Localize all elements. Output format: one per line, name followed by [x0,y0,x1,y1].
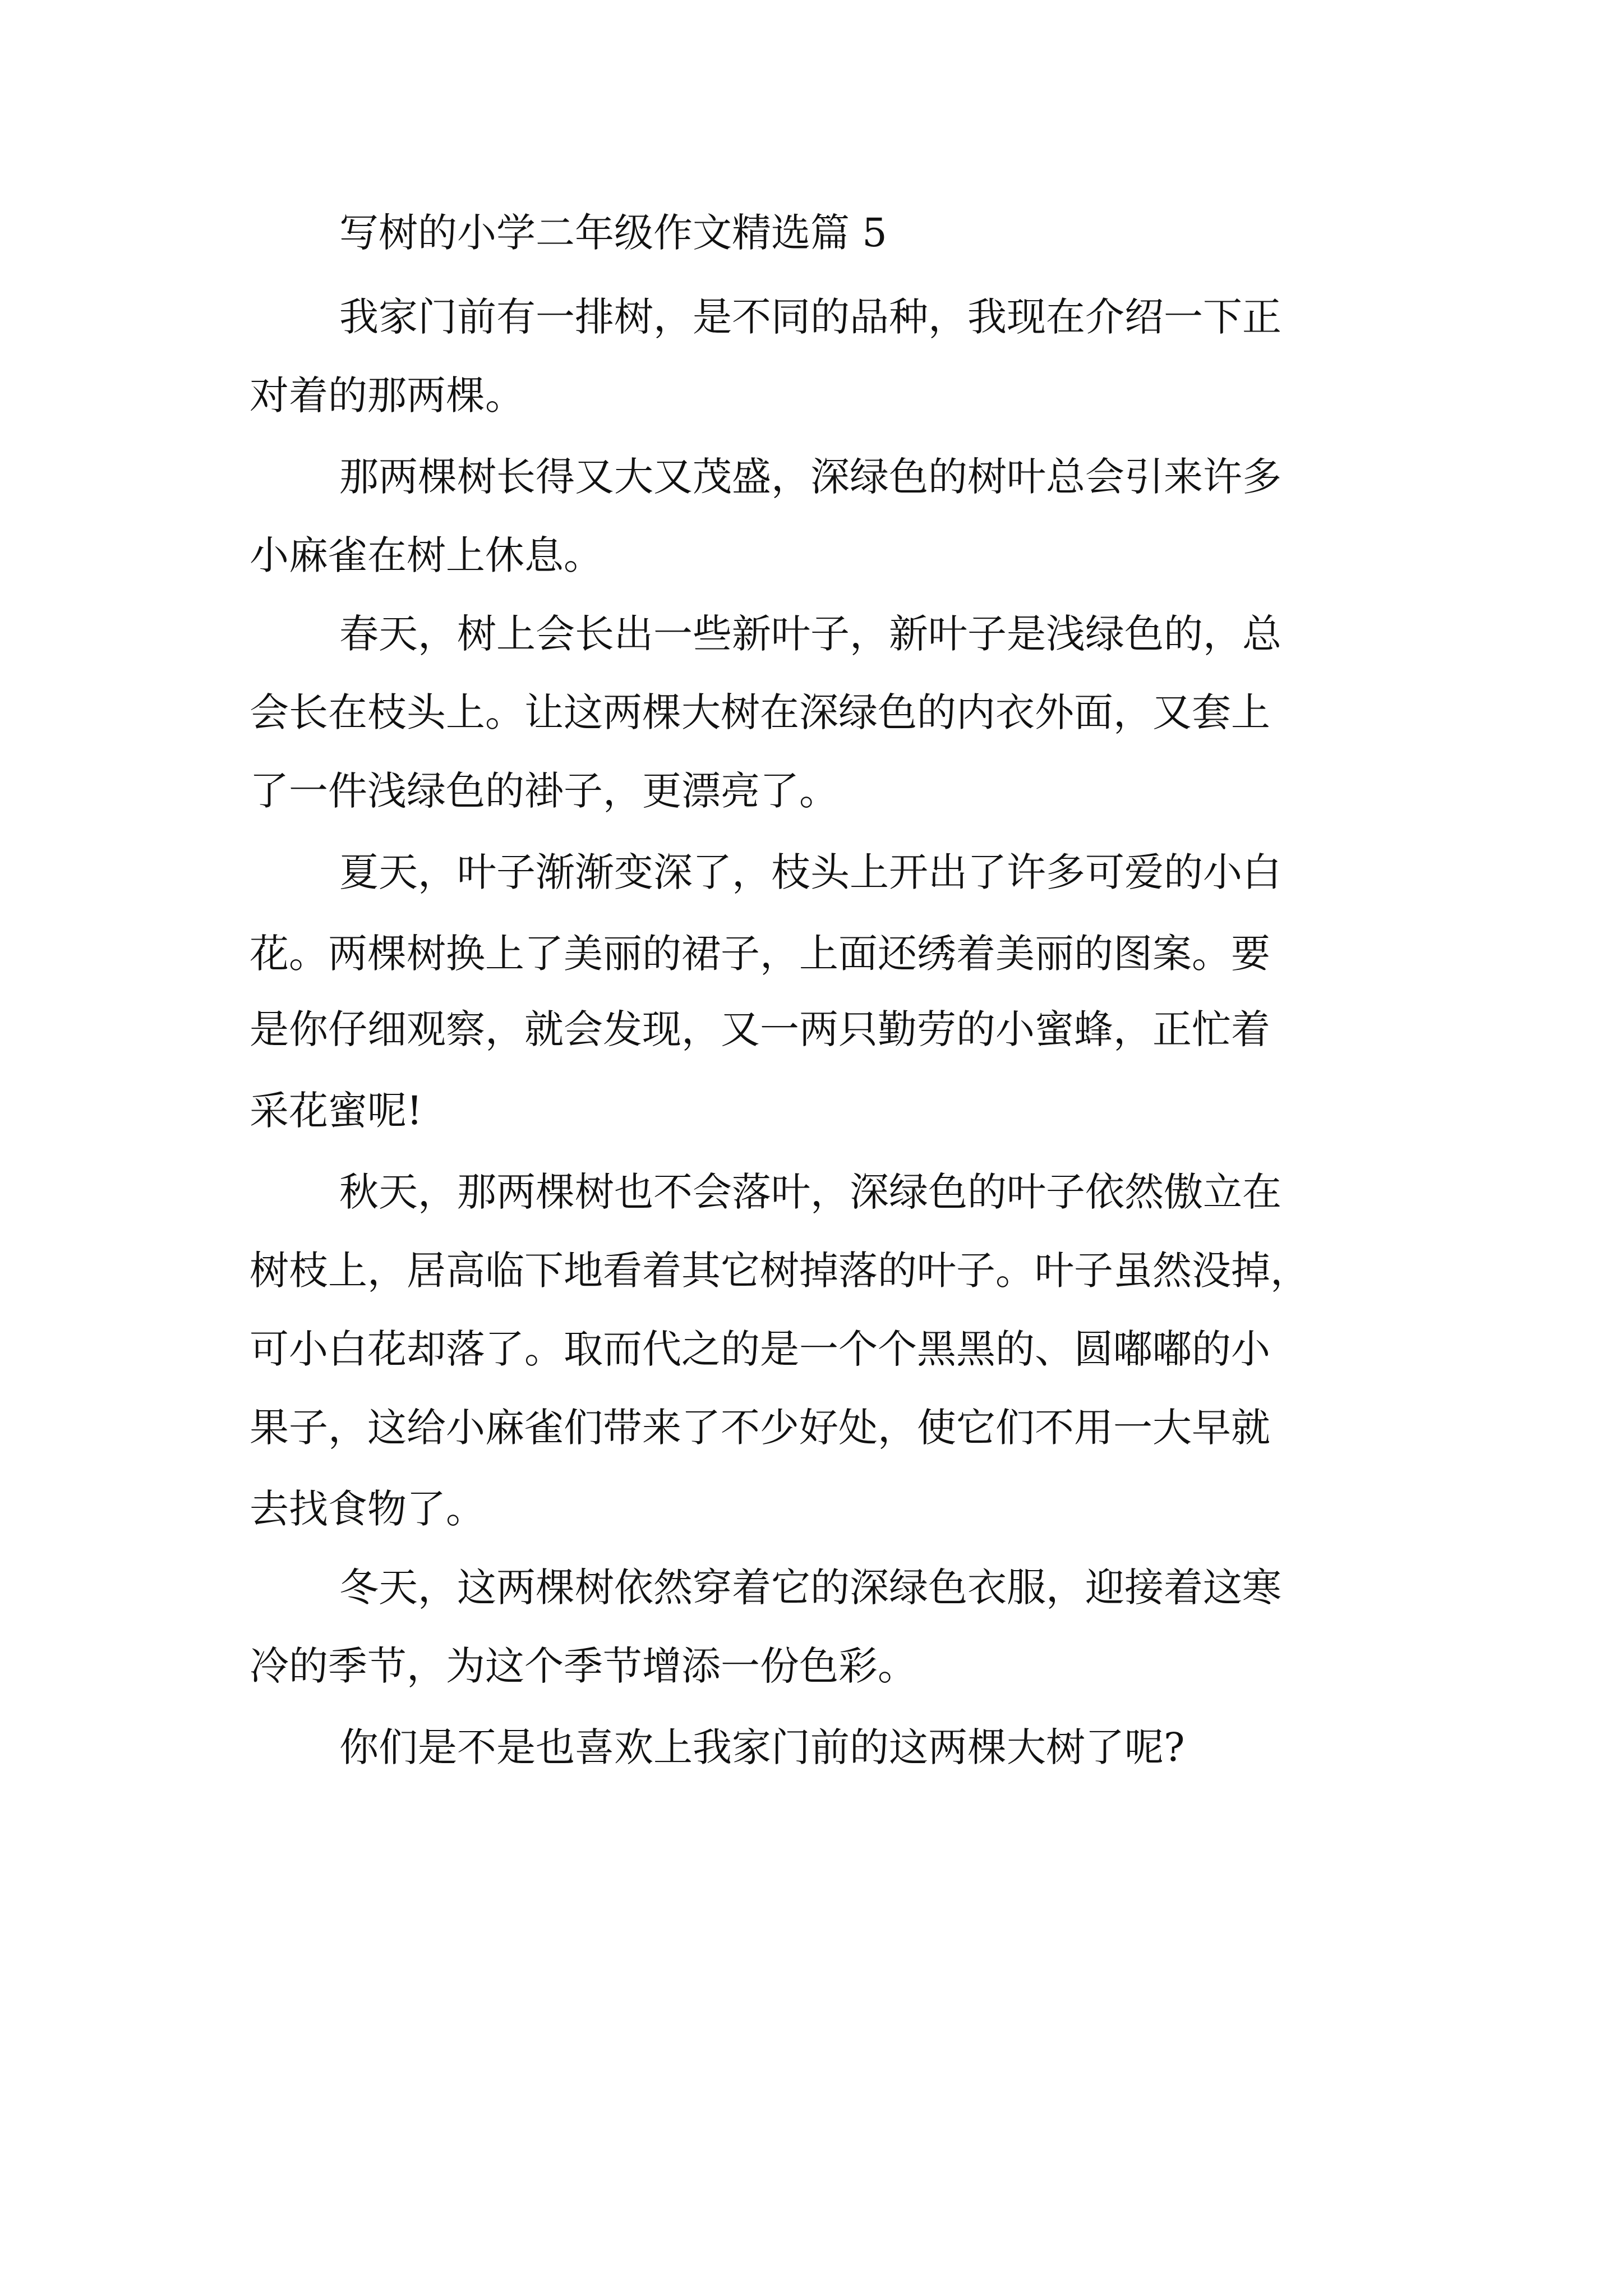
paragraph-line: 秋天，那两棵树也不会落叶，深绿色的叶子依然傲立在 [339,1169,1281,1215]
paragraph-line: 冷的季节，为这个季节增添一份色彩。 [250,1643,917,1689]
paragraph-line: 对着的那两棵。 [250,372,524,418]
document-title: 写树的小学二年级作文精选篇 5 [339,210,887,256]
paragraph-line: 树枝上，居高临下地看着其它树掉落的叶子。叶子虽然没掉， [250,1248,1310,1294]
paragraph-line: 小麻雀在树上休息。 [250,532,603,578]
paragraph-line: 花。两棵树换上了美丽的裙子，上面还绣着美丽的图案。要 [250,931,1270,977]
paragraph-line: 我家门前有一排树，是不同的品种，我现在介绍一下正 [339,294,1281,340]
paragraph-line: 你们是不是也喜欢上我家门前的这两棵大树了呢? [339,1724,1185,1770]
paragraph-line: 果子，这给小麻雀们带来了不少好处，使它们不用一大早就 [250,1405,1270,1451]
paragraph-line: 可小白花却落了。取而代之的是一个个黑黑的、圆嘟嘟的小 [250,1326,1270,1372]
paragraph-line: 冬天，这两棵树依然穿着它的深绿色衣服，迎接着这寒 [339,1565,1281,1611]
paragraph-line: 会长在枝头上。让这两棵大树在深绿色的内衣外面，又套上 [250,689,1270,735]
paragraph-line: 那两棵树长得又大又茂盛，深绿色的树叶总会引来许多 [339,454,1281,500]
paragraph-line: 去找食物了。 [250,1486,485,1532]
paragraph-line: 春天，树上会长出一些新叶子，新叶子是浅绿色的，总 [339,611,1281,657]
paragraph-line: 采花蜜呢! [250,1088,423,1134]
paragraph-line: 了一件浅绿色的褂子，更漂亮了。 [250,768,838,814]
paragraph-line: 夏天，叶子渐渐变深了，枝头上开出了许多可爱的小白 [339,849,1281,895]
paragraph-line: 是你仔细观察，就会发现，又一两只勤劳的小蜜蜂，正忙着 [250,1006,1270,1052]
